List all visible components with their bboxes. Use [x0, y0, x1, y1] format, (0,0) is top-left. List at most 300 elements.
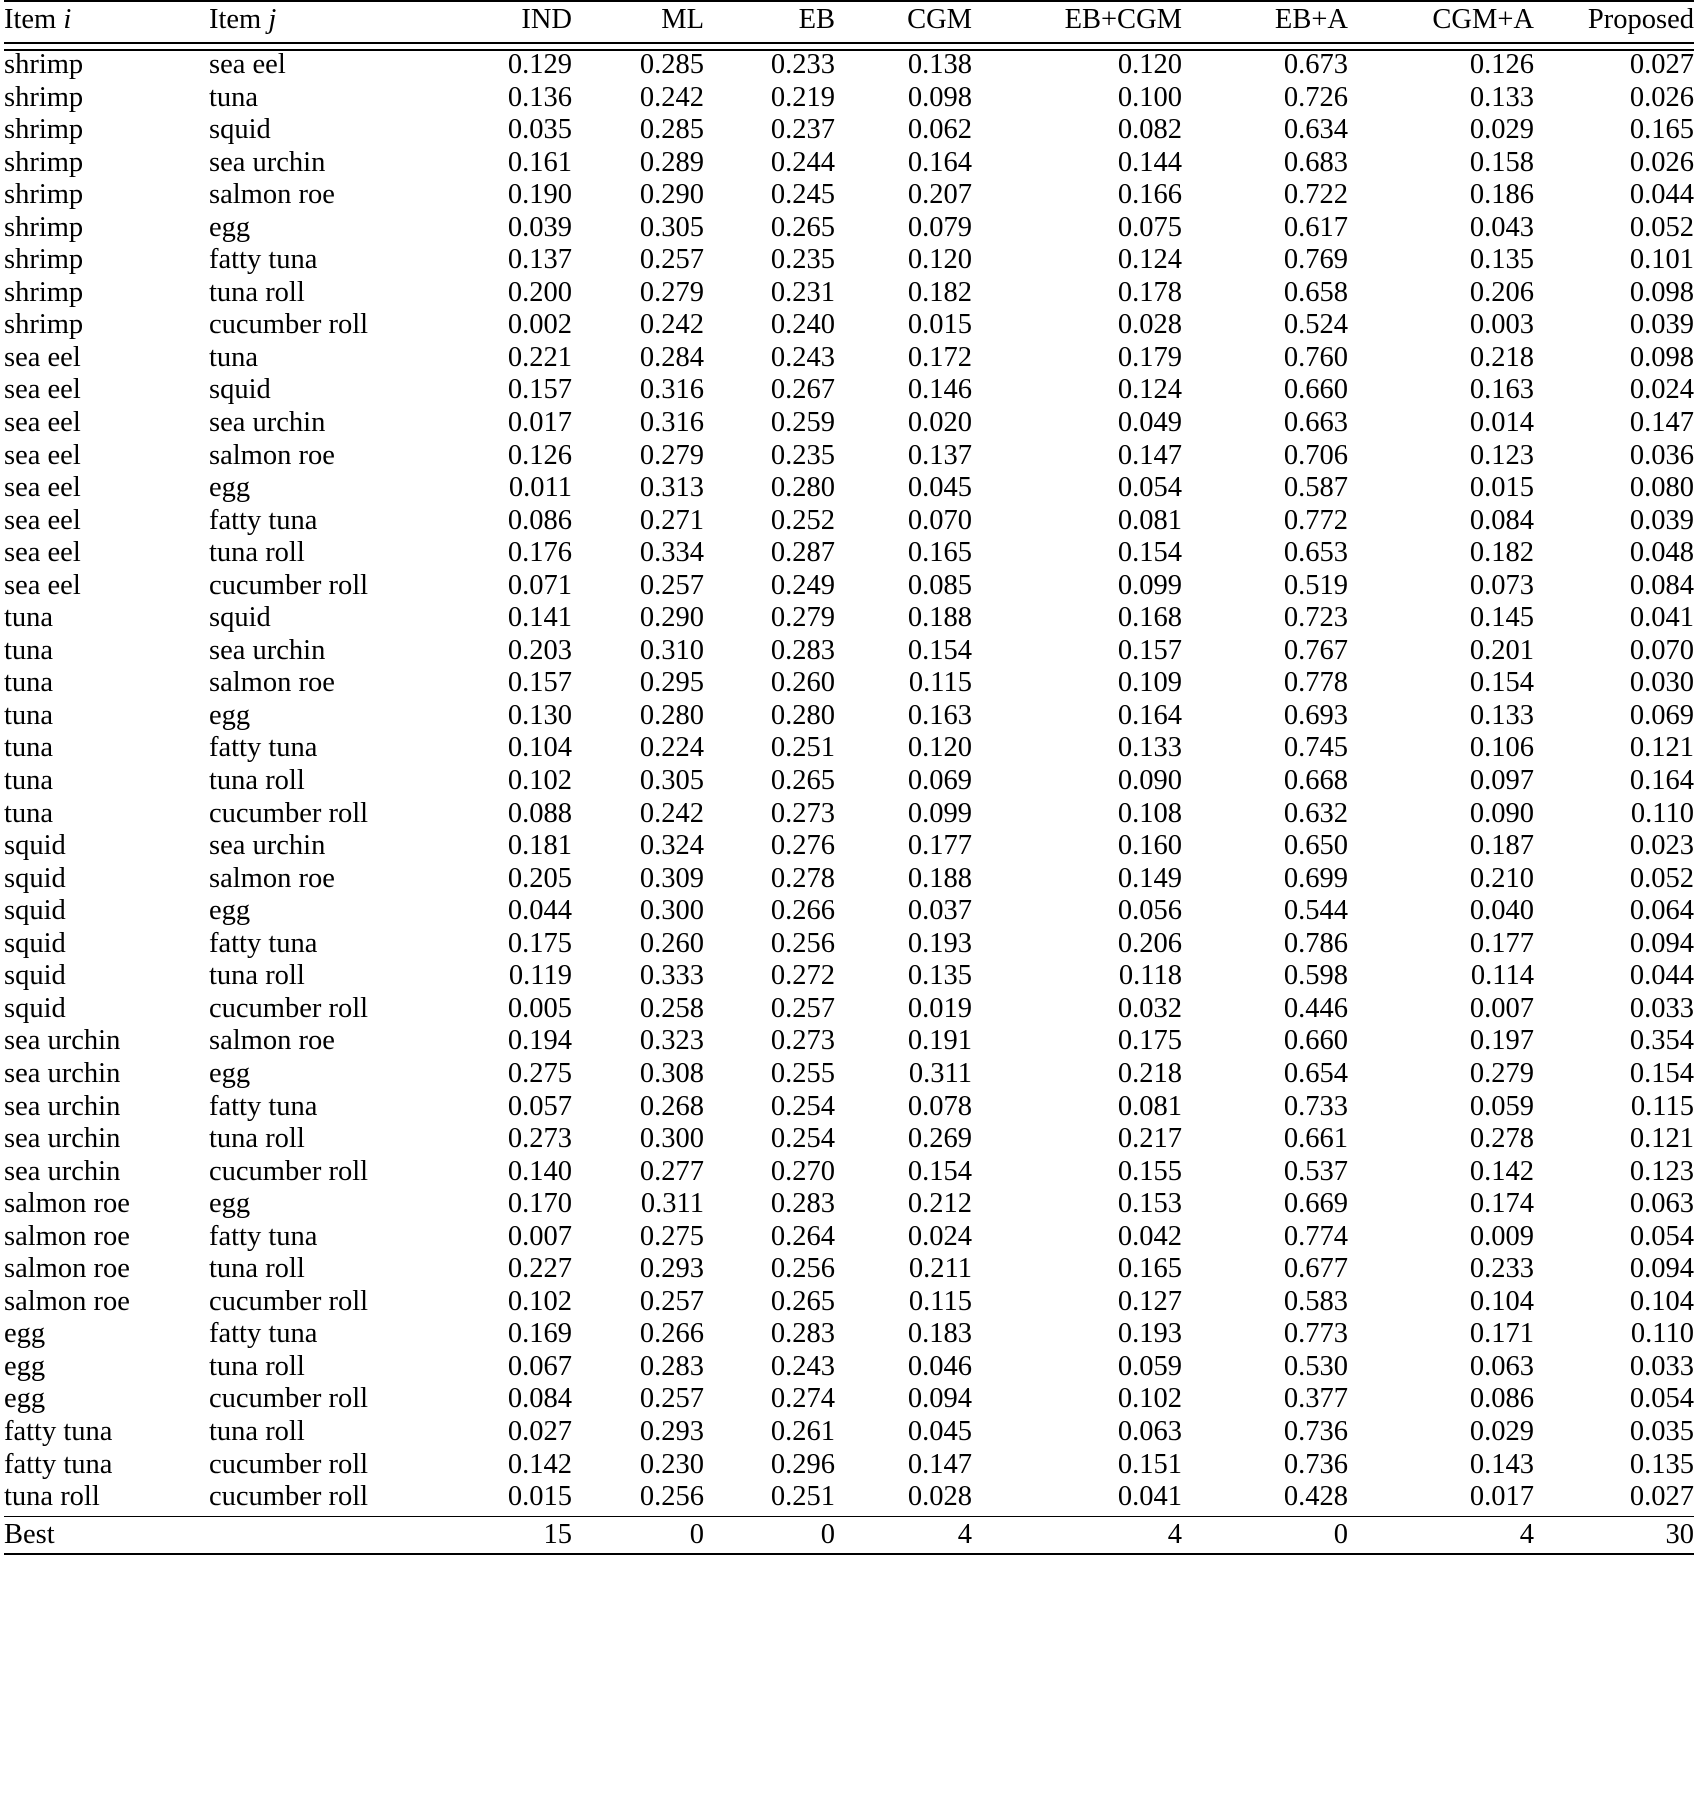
cell-item-j: cucumber roll — [209, 1448, 369, 1480]
table-row[interactable] — [4, 474, 1694, 507]
cell-cgm: 0.115 — [908, 1285, 972, 1317]
cell-proposed: 0.147 — [1629, 407, 1694, 439]
cell-eb-a: 0.446 — [1283, 992, 1348, 1024]
cell-ind: 0.035 — [507, 114, 572, 146]
cell-ml: 0.257 — [639, 569, 704, 601]
table-row[interactable] — [4, 1158, 1694, 1191]
cell-item-j: squid — [209, 602, 271, 634]
cell-ind: 0.169 — [507, 1318, 572, 1350]
cell-cgm-a: 0.177 — [1469, 927, 1534, 959]
cell-proposed: 0.035 — [1629, 1415, 1694, 1447]
column-header-label: CGM+A — [1432, 4, 1534, 35]
column-header-eb-a[interactable] — [1182, 6, 1348, 43]
table-row[interactable] — [4, 507, 1694, 540]
table-row[interactable] — [4, 1320, 1694, 1353]
cell-eb-a: 0.693 — [1283, 699, 1348, 731]
cell-item-j: salmon roe — [209, 1025, 335, 1057]
cell-ml: 0.305 — [639, 765, 704, 797]
cell-cgm-a: 0.142 — [1469, 1155, 1534, 1187]
cell-cgm-a: 0.114 — [1470, 960, 1534, 992]
column-header-cgm[interactable] — [835, 6, 972, 43]
cell-cgm: 0.069 — [907, 765, 972, 797]
cell-eb-cgm: 0.032 — [1117, 992, 1182, 1024]
cell-item-i: sea eel — [4, 407, 81, 439]
cell-eb: 0.244 — [770, 146, 835, 178]
cell-ml: 0.275 — [639, 1220, 704, 1252]
cell-proposed: 0.101 — [1629, 244, 1694, 276]
cell-item-j: cucumber roll — [209, 1383, 369, 1415]
table-row[interactable] — [4, 50, 1694, 84]
cell-cgm-a: 0.043 — [1469, 211, 1534, 243]
cell-eb-a: 0.726 — [1283, 81, 1348, 113]
cell-item-j: fatty tuna — [209, 1220, 318, 1252]
cell-item-j: fatty tuna — [209, 732, 318, 764]
cell-cgm: 0.154 — [907, 634, 972, 666]
cell-item-i: squid — [4, 830, 66, 862]
cell-proposed: 0.115 — [1630, 1090, 1694, 1122]
cell-item-i: tuna — [4, 797, 54, 829]
cell-ml: 0.293 — [639, 1253, 704, 1285]
column-header-eb-cgm[interactable] — [972, 6, 1182, 43]
cell-eb: 0.283 — [770, 1188, 835, 1220]
column-header-label: Item — [4, 4, 57, 35]
cell-item-i: squid — [4, 895, 66, 927]
table-row[interactable] — [4, 767, 1694, 800]
cell-eb-a: 0.654 — [1283, 1057, 1348, 1089]
cell-eb: 0.256 — [770, 1253, 835, 1285]
cell-ml: 0.290 — [639, 602, 704, 634]
cell-item-j: cucumber roll — [209, 569, 369, 601]
cell-item-j: squid — [209, 374, 271, 406]
cell-ind: 0.104 — [507, 732, 572, 764]
cell-eb-a: 0.537 — [1283, 1155, 1348, 1187]
table-row[interactable] — [4, 1483, 1694, 1516]
summary-cell-ml: 0 — [689, 1518, 704, 1550]
cell-ind: 0.084 — [507, 1383, 572, 1415]
cell-cgm: 0.045 — [907, 1415, 972, 1447]
column-header-label: EB+CGM — [1064, 4, 1182, 35]
cell-eb-cgm: 0.151 — [1117, 1448, 1182, 1480]
cell-cgm-a: 0.029 — [1469, 114, 1534, 146]
cell-item-j: egg — [209, 1057, 251, 1089]
cell-item-i: sea eel — [4, 341, 81, 373]
cell-cgm: 0.164 — [907, 146, 972, 178]
cell-eb-cgm: 0.049 — [1117, 407, 1182, 439]
cell-cgm: 0.207 — [907, 179, 972, 211]
cell-cgm-a: 0.171 — [1469, 1318, 1534, 1350]
cell-cgm-a: 0.133 — [1469, 81, 1534, 113]
cell-ind: 0.015 — [507, 1481, 572, 1513]
table-row[interactable] — [4, 734, 1694, 767]
cell-ml: 0.333 — [639, 960, 704, 992]
cell-cgm: 0.193 — [907, 927, 972, 959]
cell-eb-a: 0.774 — [1283, 1220, 1348, 1252]
cell-item-i: shrimp — [4, 81, 84, 113]
cell-eb-a: 0.778 — [1283, 667, 1348, 699]
cell-item-i: shrimp — [4, 211, 84, 243]
cell-ind: 0.088 — [507, 797, 572, 829]
cell-eb-cgm: 0.063 — [1117, 1415, 1182, 1447]
cell-cgm-a: 0.163 — [1469, 374, 1534, 406]
table-row[interactable] — [4, 84, 1694, 117]
cell-item-i: shrimp — [4, 49, 84, 80]
cell-cgm-a: 0.206 — [1469, 276, 1534, 308]
cell-proposed: 0.030 — [1629, 667, 1694, 699]
cell-eb: 0.272 — [770, 960, 835, 992]
column-header-ind[interactable] — [439, 6, 572, 43]
cell-ml: 0.242 — [639, 81, 704, 113]
table-row[interactable] — [4, 1223, 1694, 1256]
cell-item-i: sea eel — [4, 504, 81, 536]
cell-cgm: 0.079 — [907, 211, 972, 243]
cell-ind: 0.205 — [507, 862, 572, 894]
cell-cgm: 0.188 — [907, 862, 972, 894]
cell-eb-a: 0.524 — [1283, 309, 1348, 341]
cell-ml: 0.323 — [639, 1025, 704, 1057]
cell-cgm-a: 0.029 — [1469, 1415, 1534, 1447]
cell-item-j: tuna — [209, 341, 259, 373]
cell-proposed: 0.098 — [1629, 276, 1694, 308]
cell-eb-cgm: 0.099 — [1117, 569, 1182, 601]
cell-eb: 0.270 — [770, 1155, 835, 1187]
table-row[interactable] — [4, 1255, 1694, 1288]
cell-item-i: egg — [4, 1318, 46, 1350]
cell-eb-cgm: 0.218 — [1117, 1057, 1182, 1089]
cell-item-i: egg — [4, 1383, 46, 1415]
cell-cgm-a: 0.017 — [1469, 1481, 1534, 1513]
cell-cgm-a: 0.135 — [1469, 244, 1534, 276]
cell-proposed: 0.033 — [1629, 992, 1694, 1024]
cell-ind: 0.221 — [507, 341, 572, 373]
cell-cgm-a: 0.059 — [1469, 1090, 1534, 1122]
cell-eb-cgm: 0.179 — [1117, 341, 1182, 373]
table-row[interactable] — [4, 930, 1694, 963]
cell-cgm: 0.046 — [907, 1350, 972, 1382]
cell-eb: 0.273 — [770, 797, 835, 829]
cell-cgm: 0.137 — [907, 439, 972, 471]
cell-cgm: 0.085 — [907, 569, 972, 601]
column-header-eb[interactable] — [704, 6, 835, 43]
cell-eb-a: 0.733 — [1283, 1090, 1348, 1122]
cell-item-j: sea urchin — [209, 634, 326, 666]
cell-eb-a: 0.544 — [1283, 895, 1348, 927]
cell-cgm: 0.147 — [907, 1448, 972, 1480]
cell-eb-a: 0.598 — [1283, 960, 1348, 992]
table-row[interactable] — [4, 344, 1694, 377]
cell-eb-a: 0.661 — [1283, 1123, 1348, 1155]
summary-cell-cgm: 4 — [957, 1518, 972, 1550]
cell-eb-cgm: 0.102 — [1117, 1383, 1182, 1415]
column-header-cgm-a[interactable] — [1348, 6, 1534, 43]
cell-cgm-a: 0.090 — [1469, 797, 1534, 829]
table-row[interactable] — [4, 311, 1694, 344]
cell-cgm: 0.062 — [907, 114, 972, 146]
cell-proposed: 0.154 — [1629, 1057, 1694, 1089]
cell-item-j: salmon roe — [209, 179, 335, 211]
cell-ml: 0.310 — [639, 634, 704, 666]
cell-proposed: 0.039 — [1629, 309, 1694, 341]
cell-ml: 0.257 — [639, 1285, 704, 1317]
cell-item-j: tuna roll — [209, 276, 305, 308]
cell-cgm: 0.015 — [907, 309, 972, 341]
cell-eb-cgm: 0.154 — [1117, 537, 1182, 569]
cell-cgm-a: 0.186 — [1469, 179, 1534, 211]
cell-ind: 0.130 — [507, 699, 572, 731]
cell-ind: 0.102 — [507, 1285, 572, 1317]
cell-eb-a: 0.663 — [1283, 407, 1348, 439]
cell-cgm: 0.172 — [907, 341, 972, 373]
cell-ind: 0.200 — [507, 276, 572, 308]
cell-cgm: 0.070 — [907, 504, 972, 536]
cell-proposed: 0.110 — [1630, 1318, 1694, 1350]
cell-item-i: squid — [4, 992, 66, 1024]
cell-item-i: salmon roe — [4, 1285, 130, 1317]
cell-cgm-a: 0.084 — [1469, 504, 1534, 536]
cell-item-i: tuna roll — [4, 1481, 100, 1513]
summary-cell-eb-cgm: 4 — [1167, 1518, 1182, 1550]
table-row[interactable] — [4, 637, 1694, 670]
cell-eb: 0.287 — [770, 537, 835, 569]
cell-eb: 0.251 — [770, 1481, 835, 1513]
cell-item-j: fatty tuna — [209, 244, 318, 276]
cell-eb: 0.266 — [770, 895, 835, 927]
cell-eb-a: 0.658 — [1283, 276, 1348, 308]
cell-proposed: 0.123 — [1629, 1155, 1694, 1187]
cell-eb: 0.252 — [770, 504, 835, 536]
cell-item-i: sea eel — [4, 537, 81, 569]
cell-ind: 0.007 — [507, 1220, 572, 1252]
cell-eb-a: 0.767 — [1283, 634, 1348, 666]
cell-ind: 0.141 — [507, 602, 572, 634]
cell-eb-a: 0.530 — [1283, 1350, 1348, 1382]
cell-eb: 0.257 — [770, 992, 835, 1024]
table-row[interactable] — [4, 962, 1694, 995]
cell-eb-a: 0.377 — [1283, 1383, 1348, 1415]
table-row[interactable] — [4, 214, 1694, 247]
cell-eb-cgm: 0.206 — [1117, 927, 1182, 959]
cell-item-j: egg — [209, 211, 251, 243]
table-row[interactable] — [4, 409, 1694, 442]
column-header-item_j[interactable] — [209, 6, 439, 43]
cell-item-i: sea eel — [4, 374, 81, 406]
table-row[interactable] — [4, 1353, 1694, 1386]
cell-ind: 0.137 — [507, 244, 572, 276]
table-row[interactable] — [4, 116, 1694, 149]
cell-cgm: 0.191 — [907, 1025, 972, 1057]
cell-eb-cgm: 0.075 — [1117, 211, 1182, 243]
cell-item-i: squid — [4, 862, 66, 894]
cell-eb: 0.280 — [770, 472, 835, 504]
table-row[interactable] — [4, 1418, 1694, 1451]
cell-ind: 0.057 — [507, 1090, 572, 1122]
table-row[interactable] — [4, 1125, 1694, 1158]
cell-ml: 0.324 — [639, 830, 704, 862]
cell-cgm: 0.045 — [907, 472, 972, 504]
cell-eb-cgm: 0.160 — [1117, 830, 1182, 862]
cell-item-j: egg — [209, 472, 251, 504]
cell-item-i: sea urchin — [4, 1090, 121, 1122]
cell-proposed: 0.054 — [1629, 1220, 1694, 1252]
cell-ind: 0.181 — [507, 830, 572, 862]
table-row[interactable] — [4, 181, 1694, 214]
cell-item-i: egg — [4, 1350, 46, 1382]
cell-item-j: cucumber roll — [209, 992, 369, 1024]
cell-proposed: 0.104 — [1629, 1285, 1694, 1317]
cell-cgm: 0.037 — [907, 895, 972, 927]
cell-item-j: cucumber roll — [209, 1285, 369, 1317]
cell-ml: 0.279 — [639, 439, 704, 471]
table-row[interactable] — [4, 1288, 1694, 1321]
cell-item-j: tuna roll — [209, 537, 305, 569]
cell-item-j: egg — [209, 1188, 251, 1220]
table-row[interactable] — [4, 669, 1694, 702]
table-row[interactable] — [4, 832, 1694, 865]
cell-ind: 0.086 — [507, 504, 572, 536]
cell-proposed: 0.135 — [1629, 1448, 1694, 1480]
cell-proposed: 0.023 — [1629, 830, 1694, 862]
cell-eb-cgm: 0.100 — [1117, 81, 1182, 113]
cell-item-i: salmon roe — [4, 1253, 130, 1285]
cell-ind: 0.194 — [507, 1025, 572, 1057]
cell-eb: 0.254 — [770, 1090, 835, 1122]
cell-cgm-a: 0.123 — [1469, 439, 1534, 471]
cell-eb-cgm: 0.124 — [1117, 244, 1182, 276]
cell-eb-cgm: 0.059 — [1117, 1350, 1182, 1382]
cell-cgm-a: 0.143 — [1469, 1448, 1534, 1480]
table-row[interactable] — [4, 865, 1694, 898]
cell-eb: 0.264 — [770, 1220, 835, 1252]
table-row[interactable] — [4, 279, 1694, 312]
table-row[interactable] — [4, 442, 1694, 475]
cell-cgm-a: 0.201 — [1469, 634, 1534, 666]
cell-eb: 0.233 — [770, 49, 835, 80]
table-row[interactable] — [4, 702, 1694, 735]
column-header-ml[interactable] — [572, 6, 704, 43]
cell-proposed: 0.084 — [1629, 569, 1694, 601]
table-row[interactable] — [4, 1451, 1694, 1484]
cell-ml: 0.316 — [639, 374, 704, 406]
table-row[interactable] — [4, 572, 1694, 605]
table-row[interactable] — [4, 1093, 1694, 1126]
cell-cgm: 0.019 — [907, 992, 972, 1024]
cell-proposed: 0.027 — [1629, 1481, 1694, 1513]
table-row[interactable] — [4, 149, 1694, 182]
cell-item-j: tuna roll — [209, 960, 305, 992]
cell-item-j: egg — [209, 699, 251, 731]
cell-proposed: 0.164 — [1629, 765, 1694, 797]
cell-proposed: 0.024 — [1629, 374, 1694, 406]
cell-eb-cgm: 0.153 — [1117, 1188, 1182, 1220]
cell-cgm-a: 0.014 — [1469, 407, 1534, 439]
table-row[interactable] — [4, 246, 1694, 279]
cell-eb: 0.231 — [770, 276, 835, 308]
table-row[interactable] — [4, 1190, 1694, 1223]
cell-item-j: fatty tuna — [209, 1318, 318, 1350]
cell-eb: 0.276 — [770, 830, 835, 862]
cell-cgm-a: 0.174 — [1469, 1188, 1534, 1220]
cell-proposed: 0.044 — [1629, 179, 1694, 211]
cell-cgm-a: 0.133 — [1469, 699, 1534, 731]
cell-eb-a: 0.706 — [1283, 439, 1348, 471]
cell-eb-cgm: 0.082 — [1117, 114, 1182, 146]
summary-row-best — [4, 1521, 1694, 1555]
table-row[interactable] — [4, 995, 1694, 1028]
cell-item-i: shrimp — [4, 276, 84, 308]
summary-cell-eb-a: 0 — [1333, 1518, 1348, 1550]
cell-ml: 0.300 — [639, 895, 704, 927]
cell-eb-cgm: 0.120 — [1117, 49, 1182, 80]
cell-proposed: 0.026 — [1629, 146, 1694, 178]
cell-ind: 0.027 — [507, 1415, 572, 1447]
cell-eb-a: 0.653 — [1283, 537, 1348, 569]
cell-cgm: 0.028 — [907, 1481, 972, 1513]
cell-item-j: tuna roll — [209, 765, 305, 797]
cell-eb: 0.235 — [770, 244, 835, 276]
cell-item-i: salmon roe — [4, 1220, 130, 1252]
cell-ml: 0.308 — [639, 1057, 704, 1089]
cell-item-i: tuna — [4, 699, 54, 731]
cell-eb-cgm: 0.108 — [1117, 797, 1182, 829]
cell-proposed: 0.052 — [1629, 862, 1694, 894]
column-header-proposed[interactable] — [1534, 6, 1694, 43]
cell-item-i: sea urchin — [4, 1057, 121, 1089]
table-row[interactable] — [4, 539, 1694, 572]
cell-proposed: 0.048 — [1629, 537, 1694, 569]
cell-item-j: sea urchin — [209, 830, 326, 862]
cell-cgm: 0.182 — [907, 276, 972, 308]
cell-eb-a: 0.745 — [1283, 732, 1348, 764]
cell-item-i: sea eel — [4, 439, 81, 471]
cell-item-i: shrimp — [4, 114, 84, 146]
cell-eb-cgm: 0.193 — [1117, 1318, 1182, 1350]
cell-cgm-a: 0.187 — [1469, 830, 1534, 862]
cell-proposed: 0.036 — [1629, 439, 1694, 471]
table-row[interactable] — [4, 1027, 1694, 1060]
cell-ml: 0.271 — [639, 504, 704, 536]
cell-cgm: 0.120 — [907, 732, 972, 764]
cell-ml: 0.230 — [639, 1448, 704, 1480]
cell-ml: 0.258 — [639, 992, 704, 1024]
cell-proposed: 0.064 — [1629, 895, 1694, 927]
cell-eb: 0.261 — [770, 1415, 835, 1447]
table-row[interactable] — [4, 1060, 1694, 1093]
cell-cgm-a: 0.154 — [1469, 667, 1534, 699]
cell-item-i: shrimp — [4, 146, 84, 178]
cell-eb-cgm: 0.147 — [1117, 439, 1182, 471]
cell-cgm-a: 0.158 — [1469, 146, 1534, 178]
cell-item-i: shrimp — [4, 179, 84, 211]
column-header-subscript: i — [63, 4, 72, 35]
cell-eb: 0.296 — [770, 1448, 835, 1480]
cell-ml: 0.290 — [639, 179, 704, 211]
cell-eb-a: 0.632 — [1283, 797, 1348, 829]
cell-item-i: tuna — [4, 634, 54, 666]
cell-eb-cgm: 0.081 — [1117, 504, 1182, 536]
cell-item-j: tuna roll — [209, 1350, 305, 1382]
table-row[interactable] — [4, 897, 1694, 930]
cell-eb: 0.265 — [770, 1285, 835, 1317]
cell-eb: 0.267 — [770, 374, 835, 406]
column-header-item_i[interactable] — [4, 6, 209, 43]
cell-item-j: tuna roll — [209, 1123, 305, 1155]
table-row[interactable] — [4, 800, 1694, 833]
table-row[interactable] — [4, 604, 1694, 637]
table-row[interactable] — [4, 1385, 1694, 1418]
cell-ind: 0.071 — [507, 569, 572, 601]
cell-eb-a: 0.677 — [1283, 1253, 1348, 1285]
table-row[interactable] — [4, 376, 1694, 409]
cell-eb-cgm: 0.041 — [1117, 1481, 1182, 1513]
